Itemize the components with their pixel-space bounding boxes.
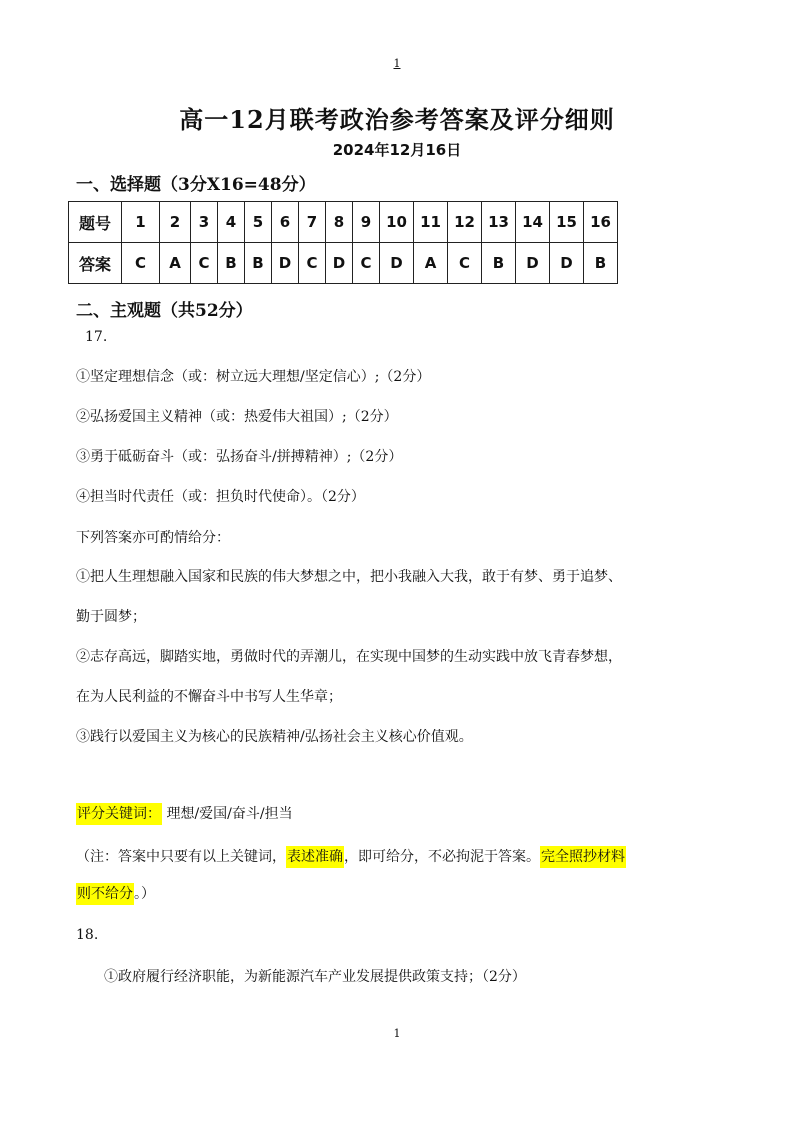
table-cell: C — [448, 243, 482, 284]
table-cell: C — [353, 243, 380, 284]
table-cell: D — [516, 243, 550, 284]
table-cell: 9 — [353, 202, 380, 243]
keywords-label: 评分关键词： — [76, 803, 162, 825]
note-text: 。） — [134, 886, 155, 902]
table-cell: 5 — [245, 202, 272, 243]
table-cell: 2 — [160, 202, 191, 243]
table-row-answers — [69, 243, 618, 284]
note-highlight: 完全照抄材料 — [540, 846, 626, 868]
page-title: 高一12月联考政治参考答案及评分细则 — [179, 105, 615, 134]
table-cell: 14 — [516, 202, 550, 243]
table-cell: D — [272, 243, 299, 284]
q17-alt-line: ③践行以爱国主义为核心的民族精神/弘扬社会主义核心价值观。 — [76, 729, 473, 745]
table-cell: D — [380, 243, 414, 284]
table-cell: 16 — [584, 202, 618, 243]
note-text: ，即可给分，不必拘泥于答案。 — [344, 849, 540, 865]
keywords-text: 理想/爱国/奋斗/担当 — [162, 806, 293, 822]
note-highlight: 表述准确 — [286, 846, 344, 868]
table-cell: B — [584, 243, 618, 284]
q17-point: ④担当时代责任（或：担负时代使命）。（2分） — [76, 489, 365, 505]
scoring-note — [76, 846, 626, 866]
exam-date: 2024年12月16日 — [332, 141, 462, 159]
table-cell: A — [160, 243, 191, 284]
q17-point: ②弘扬爱国主义精神（或：热爱伟大祖国）;（2分） — [76, 409, 398, 425]
q17-alt-line: 勤于圆梦； — [76, 609, 146, 625]
section2-heading: 二、主观题（共52分） — [76, 301, 253, 321]
scoring-note-cont — [76, 883, 155, 903]
table-row-label: 题号 — [69, 202, 122, 243]
table-cell: 6 — [272, 202, 299, 243]
table-cell: 8 — [326, 202, 353, 243]
table-cell: B — [245, 243, 272, 284]
q18-point: ①政府履行经济职能，为新能源汽车产业发展提供政策支持；（2分） — [104, 969, 526, 985]
table-cell: 15 — [550, 202, 584, 243]
q17-alt-intro: 下列答案亦可酌情给分： — [76, 530, 230, 546]
q17-alt-line: ②志存高远，脚踏实地，勇做时代的弄潮儿，在实现中国梦的生动实践中放飞青春梦想， — [76, 649, 622, 665]
footer-page-number: 1 — [393, 1027, 401, 1040]
q17-point: ①坚定理想信念（或：树立远大理想/坚定信心）;（2分） — [76, 369, 431, 385]
question-17-label: 17. — [85, 329, 108, 345]
table-cell: 13 — [482, 202, 516, 243]
section1-heading: 一、选择题（3分X16=48分） — [76, 175, 316, 195]
table-cell: 11 — [414, 202, 448, 243]
q17-point: ③勇于砥砺奋斗（或：弘扬奋斗/拼搏精神）;（2分） — [76, 449, 403, 465]
table-cell: D — [550, 243, 584, 284]
table-cell: 10 — [380, 202, 414, 243]
table-cell: C — [299, 243, 326, 284]
note-text: （注：答案中只要有以上关键词， — [76, 849, 286, 865]
table-cell: B — [482, 243, 516, 284]
table-cell: D — [326, 243, 353, 284]
table-cell: 7 — [299, 202, 326, 243]
table-cell: B — [218, 243, 245, 284]
q17-alt-line: 在为人民利益的不懈奋斗中书写人生华章； — [76, 689, 342, 705]
table-cell: 4 — [218, 202, 245, 243]
table-row-label: 答案 — [69, 243, 122, 284]
table-cell: 12 — [448, 202, 482, 243]
answer-table — [68, 201, 618, 284]
table-cell: 1 — [122, 202, 160, 243]
scoring-keywords — [76, 803, 293, 823]
table-row-numbers — [69, 202, 618, 243]
header-page-number: 1 — [393, 57, 401, 70]
table-cell: A — [414, 243, 448, 284]
table-cell: 3 — [191, 202, 218, 243]
question-18-label: 18. — [76, 927, 99, 943]
table-cell: C — [122, 243, 160, 284]
note-highlight: 则不给分 — [76, 883, 134, 905]
table-cell: C — [191, 243, 218, 284]
q17-alt-line: ①把人生理想融入国家和民族的伟大梦想之中，把小我融入大我，敢于有梦、勇于追梦、 — [76, 569, 622, 585]
